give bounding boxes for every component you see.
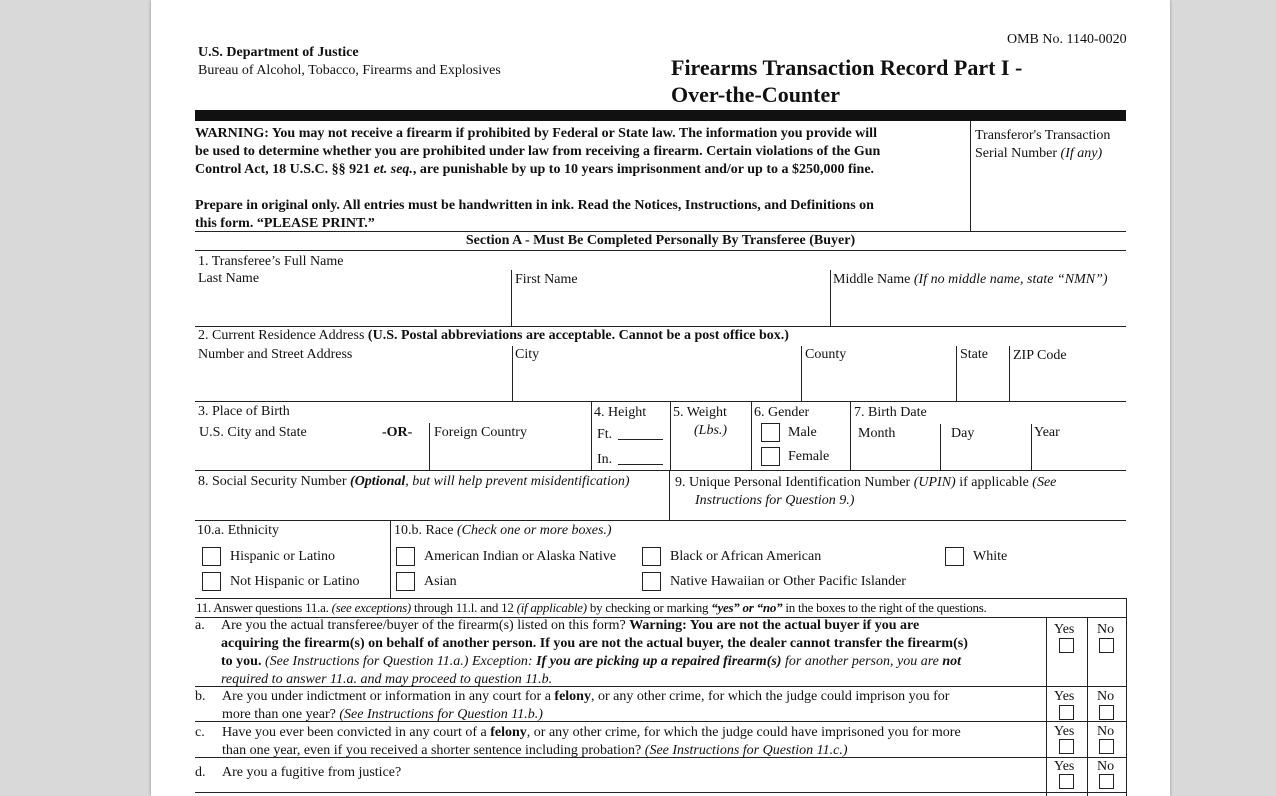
q11a-line1 [221, 617, 919, 634]
hispanic-checkbox[interactable] [202, 547, 221, 566]
q11b-no-checkbox[interactable] [1099, 705, 1114, 720]
rule-q3-bottom [195, 470, 1126, 471]
warning-line3-part2: , are punishable by up to 10 years imprisonment and/or up to a $250,000 fine. [412, 162, 875, 177]
rule-q8-bottom [195, 520, 1126, 521]
q1-divider-2 [830, 270, 831, 326]
state-field[interactable] [958, 366, 1007, 399]
q3-us-label: U.S. City and State [199, 425, 307, 440]
foreign-country-field[interactable] [431, 442, 588, 468]
q11a-no-checkbox[interactable] [1099, 638, 1114, 653]
q7-month-label: Month [858, 426, 896, 441]
race-black-checkbox[interactable] [642, 547, 661, 566]
q1-middle-italic: (If no middle name, state “NMN”) [913, 272, 1108, 287]
q11b-line2-a: more than one year? [222, 707, 340, 722]
gender-male-checkbox[interactable] [761, 423, 780, 442]
zip-code-field[interactable] [1011, 366, 1124, 399]
q2-divider-3 [956, 346, 957, 401]
q5-title: 5. Weight [673, 405, 727, 420]
q10b-opt4-label: Asian [424, 574, 457, 589]
q11c-yes-label: Yes [1054, 724, 1075, 739]
q6-left-border [751, 401, 752, 470]
q2-state-label: State [960, 347, 988, 362]
q11d-no-checkbox[interactable] [1099, 774, 1114, 789]
rule-q11d-bottom [195, 792, 1126, 793]
q10a-opt1-label: Hispanic or Latino [230, 549, 335, 564]
yes-column-left [1046, 617, 1047, 796]
height-in-line [618, 464, 663, 465]
q11-intro [196, 600, 987, 616]
q9-see: (See [1032, 475, 1057, 490]
q11b-line2-b: (See Instructions for Question 11.b.) [339, 707, 543, 722]
q2-zip-label: ZIP Code [1013, 348, 1067, 363]
q11-intro-a: 11. Answer questions 11.a. [196, 600, 332, 615]
no-column-right [1126, 598, 1127, 796]
q9-instructions: Instructions for Question 9.) [695, 493, 855, 508]
serial-label-italic: (If any) [1060, 146, 1103, 161]
q3-title: 3. Place of Birth [198, 404, 290, 419]
q11b-felony: felony [554, 689, 591, 704]
q11a-line2: acquiring the firearm(s) on behalf of another person. If you are not the actual buyer, the dealer cannot transfer the firearm(s) [221, 636, 968, 651]
county-field[interactable] [803, 366, 954, 399]
last-name-field[interactable] [197, 290, 509, 324]
middle-name-field[interactable] [832, 290, 1124, 324]
q11a-line3-d: for another person, you are [781, 654, 943, 669]
q11d-yes-checkbox[interactable] [1059, 774, 1074, 789]
first-name-field[interactable] [513, 290, 828, 324]
q5-lbs-label: (Lbs.) [694, 423, 728, 438]
birth-day-field[interactable] [943, 443, 1029, 468]
q11b-line1 [222, 688, 949, 705]
q11c-line1 [222, 724, 961, 741]
q11c-no-checkbox[interactable] [1099, 739, 1114, 754]
q11c-letter: c. [195, 725, 205, 740]
warning-line2: be used to determine whether you are prohibited under law from receiving a firearm. Certain violations of the Gun [195, 144, 881, 159]
q1-first-name-label: First Name [515, 272, 578, 287]
q11-intro-b: (see exceptions) [331, 600, 412, 615]
q11-intro-e: by checking or marking [586, 600, 712, 615]
q11a-yes-label: Yes [1054, 622, 1075, 637]
q1-title: 1. Transferee’s Full Name [198, 254, 344, 269]
q2-title-text: 2. Current Residence Address [198, 328, 368, 343]
q4-in-label: In. [597, 452, 613, 467]
q2-city-label: City [515, 347, 540, 362]
warning-line3-italic: et. seq. [373, 162, 413, 177]
ssn-field[interactable] [197, 492, 665, 518]
q10b-opt2-label: Black or African American [670, 549, 822, 564]
q3-or-label: -OR- [382, 425, 413, 440]
q11c-felony: felony [490, 725, 527, 740]
q2-title [198, 327, 789, 344]
birth-month-field[interactable] [854, 443, 938, 468]
q8-rest: , but will help prevent misidentification) [405, 474, 630, 489]
serial-label-line2 [975, 145, 1102, 162]
race-american-indian-checkbox[interactable] [396, 547, 415, 566]
race-pacific-islander-checkbox[interactable] [642, 572, 661, 591]
header-rule [195, 110, 1126, 121]
rule-q10-bottom [195, 598, 1126, 599]
q1-middle-text: Middle Name [833, 272, 914, 287]
q8-title [198, 473, 630, 490]
q11c-yes-checkbox[interactable] [1059, 739, 1074, 754]
q11c-line2-b: (See Instructions for Question 11.c.) [644, 743, 848, 758]
not-hispanic-checkbox[interactable] [202, 572, 221, 591]
q10b-title [394, 522, 612, 539]
q8-title-text: 8. Social Security Number [198, 474, 351, 489]
q4-left-border [591, 401, 592, 470]
q6-male-label: Male [788, 425, 817, 440]
q9-title-text: 9. Unique Personal Identification Number [675, 475, 914, 490]
weight-field[interactable] [673, 440, 748, 468]
q11a-line3-c: If you are picking up a repaired firearm(s) [536, 654, 782, 669]
q11b-letter: b. [195, 689, 206, 704]
q9-mid: if applicable [955, 475, 1033, 490]
q3-divider [429, 423, 430, 470]
q9-upin: (UPIN) [913, 475, 956, 490]
q11b-yes-label: Yes [1054, 689, 1075, 704]
rule-section-a-bottom [195, 250, 1126, 251]
q7-day-label: Day [951, 426, 975, 441]
rule-q2-bottom [195, 401, 1126, 402]
q3-foreign-label: Foreign Country [434, 425, 527, 440]
q9-left-border [669, 470, 670, 520]
us-city-state-field[interactable] [197, 442, 427, 468]
q11-intro-f: “yes” or “no” [711, 600, 783, 615]
q1-last-name-label: Last Name [198, 271, 260, 286]
q4-title: 4. Height [594, 405, 647, 420]
warning-line1: WARNING: You may not receive a firearm if prohibited by Federal or State law. The information you provide will [195, 126, 877, 141]
q11a-line1-text: Are you the actual transferee/buyer of the firearm(s) listed on this form? [221, 618, 630, 633]
height-ft-field[interactable] [618, 424, 663, 439]
q6-female-label: Female [788, 449, 830, 464]
q1-divider-1 [511, 270, 512, 326]
rule-q11b-bottom [195, 721, 1126, 722]
q11d-yes-label: Yes [1054, 759, 1075, 774]
q11d-no-label: No [1097, 759, 1115, 774]
q11d-letter: d. [195, 765, 206, 780]
q1-middle-name-label [833, 271, 1108, 288]
upin-field[interactable] [951, 492, 1124, 518]
q11b-line1-c: , or any other crime, for which the judge could imprison you for [590, 689, 950, 704]
prepare-line1: Prepare in original only. All entries must be handwritten in ink. Read the Notices, Instructions, and Definitions on [195, 198, 874, 213]
race-asian-checkbox[interactable] [396, 572, 415, 591]
q11b-line1-a: Are you under indictment or information in any court for a [222, 689, 555, 704]
q2-title-bold: (U.S. Postal abbreviations are acceptable. Cannot be a post office box.) [367, 328, 789, 343]
q2-divider-1 [512, 346, 513, 401]
q2-county-label: County [805, 347, 847, 362]
form-title-line2: Over-the-Counter [671, 82, 841, 107]
q2-street-label: Number and Street Address [198, 347, 353, 362]
q11a-line3-b: (See Instructions for Question 11.a.) Exception: [261, 654, 537, 669]
gender-female-checkbox[interactable] [761, 447, 780, 466]
q11a-line3 [221, 653, 961, 670]
race-white-checkbox[interactable] [945, 547, 964, 566]
prepare-line2: this form. “PLEASE PRINT.” [195, 216, 375, 231]
rule-q11c-bottom [195, 757, 1126, 758]
q10a-opt2-label: Not Hispanic or Latino [230, 574, 360, 589]
omb-number: OMB No. 1140-0020 [1007, 32, 1127, 47]
q10b-title-italic: (Check one or more boxes.) [456, 523, 612, 538]
form-page [151, 0, 1170, 796]
q11a-line1-warning: Warning: You are not the actual buyer if you are [629, 618, 920, 633]
q10b-opt3-label: White [973, 549, 1008, 564]
q10b-title-text: 10.b. Race [394, 523, 457, 538]
q7-title: 7. Birth Date [854, 405, 927, 420]
rule-q11a-bottom [195, 686, 1126, 687]
bureau-name: Bureau of Alcohol, Tobacco, Firearms and Explosives [198, 63, 501, 78]
height-in-field[interactable] [618, 449, 663, 464]
q7-divider-2 [1031, 424, 1032, 470]
q11-intro-c: through 11.l. and 12 [411, 600, 517, 615]
q11a-line3-e: not [942, 654, 962, 669]
birth-year-field[interactable] [1034, 443, 1124, 468]
q9-title [675, 474, 1056, 491]
q7-year-label: Year [1034, 425, 1060, 440]
q8-optional: (Optional [350, 474, 406, 489]
q11-intro-d: (if applicable) [516, 600, 587, 615]
q7-left-border [850, 401, 851, 470]
serial-label-text: Serial Number [975, 146, 1061, 161]
serial-number-field[interactable] [973, 165, 1123, 229]
q10b-opt1-label: American Indian or Alaska Native [424, 549, 617, 564]
q11-intro-g: in the boxes to the right of the questions. [782, 600, 987, 615]
section-a-heading: Section A - Must Be Completed Personally By Transferee (Buyer) [465, 233, 856, 248]
q11b-yes-checkbox[interactable] [1059, 705, 1074, 720]
q11c-line1-c: , or any other crime, for which the judge could have imprisoned you for more [526, 725, 961, 740]
warning-line3 [195, 161, 874, 178]
city-field[interactable] [514, 366, 799, 399]
q11a-yes-checkbox[interactable] [1059, 638, 1074, 653]
q11a-line4: required to answer 11.a. and may proceed to question 11.b. [221, 672, 553, 687]
q10-divider [390, 520, 391, 598]
yes-no-divider [1087, 617, 1088, 796]
department-name: U.S. Department of Justice [198, 45, 359, 60]
q11b-no-label: No [1097, 689, 1115, 704]
q11d-line1: Are you a fugitive from justice? [222, 765, 402, 780]
q4-ft-label: Ft. [597, 427, 613, 442]
q11a-letter: a. [195, 618, 205, 633]
q11c-no-label: No [1097, 724, 1115, 739]
serial-divider [970, 121, 971, 231]
warning-line3-part1: Control Act, 18 U.S.C. §§ 921 [195, 162, 374, 177]
serial-label-line1: Transferor's Transaction [975, 128, 1111, 143]
q10a-title: 10.a. Ethnicity [197, 523, 280, 538]
q11a-no-label: No [1097, 622, 1115, 637]
q11c-line2-a: than one year, even if you received a shorter sentence including probation? [222, 743, 645, 758]
form-title-line1: Firearms Transaction Record Part I - [671, 55, 1023, 80]
q5-left-border [670, 401, 671, 470]
q6-title: 6. Gender [754, 405, 810, 420]
q2-divider-4 [1009, 346, 1010, 401]
street-address-field[interactable] [197, 366, 510, 399]
q11a-line3-a: to you. [221, 654, 262, 669]
q2-divider-2 [801, 346, 802, 401]
height-ft-line [618, 439, 663, 440]
q10b-opt5-label: Native Hawaiian or Other Pacific Islander [670, 574, 906, 589]
q7-divider-1 [940, 424, 941, 470]
q11c-line1-a: Have you ever been convicted in any court of a [222, 725, 491, 740]
